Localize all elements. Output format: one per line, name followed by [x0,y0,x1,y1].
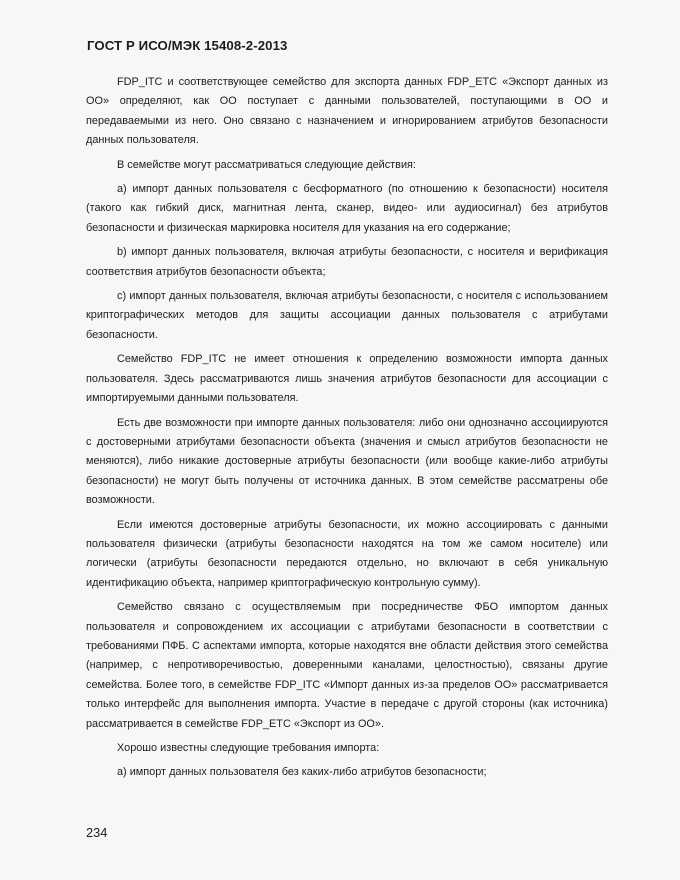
paragraph: Если имеются достоверные атрибуты безопасности, их можно ассоциировать с данными пользователя физически (атрибуты безопасности находятся на том же самом носителе) или логически (атрибуты безопасности передаются отдельно, но включают в себя уникальную идентификацию объекта, например криптографическую контрольную сумму). [86,518,608,589]
list-item: a) импорт данных пользователя с бесформатного (по отношению к безопасности) носителя (такого как гибкий диск, магнитная лента, сканер, видео- или аудиосигнал) без атрибутов безопасности и физическая маркировка носителя для указания на его содержание; [86,183,608,234]
paragraph: В семействе могут рассматриваться следующие действия: [117,158,416,171]
page-number: 234 [86,825,108,840]
document-body [86,73,608,788]
paragraph: FDP_ITC и соответствующее семейство для экспорта данных FDP_ETC «Экспорт данных из ОО» определяют, как ОО поступает с данными пользователей, поступающими в ОО и передаваемыми из него. Оно связано с назначением и игнорированием атрибутов безопасности данных пользователя. [86,76,608,147]
list-item: a) импорт данных пользователя без каких-либо атрибутов безопасности; [117,766,487,779]
list-item: c) импорт данных пользователя, включая атрибуты безопасности, с носителя с использованием криптографических методов для защиты ассоциации данных пользователя с атрибутами безопасности. [86,290,608,341]
document-header: ГОСТ Р ИСО/МЭК 15408-2-2013 [87,38,288,53]
paragraph: Семейство связано с осуществляемым при посредничестве ФБО импортом данных пользователя и сопровождением их ассоциации с атрибутами безопасности в соответствии с требованиями ПФБ. С аспектами импорта, которые находятся вне области действия этого семейства (например, с непротиворечивостью, доверенными каналами, целостностью), связаны другие семейства. Более того, в семействе FDP_ITC «Импорт данных из-за пределов ОО» рассматривается только интерфейс для выполнения импорта. Участие в передаче с другой стороны (как источника) рассматривается в семействе FDP_ETC «Экспорт из ОО». [86,601,608,730]
paragraph: Семейство FDP_ITC не имеет отношения к определению возможности импорта данных пользователя. Здесь рассматриваются лишь значения атрибутов безопасности для ассоциации с импортируемыми данными пользователя. [86,353,608,405]
paragraph: Хорошо известны следующие требования импорта: [117,742,380,754]
paragraph: Есть две возможности при импорте данных пользователя: либо они однозначно ассоциируются с достоверными атрибутами безопасности объекта (значения и смысл атрибутов безопасности не меняются), либо никакие достоверные атрибуты безопасности (или вообще какие-либо атрибуты безопасности) не могут быть получены от источника данных. В этом семействе рассматрены обе возможности. [86,416,608,507]
list-item: b) импорт данных пользователя, включая атрибуты безопасности, с носителя и верификация соответствия атрибутов безопасности объекта; [86,246,608,278]
